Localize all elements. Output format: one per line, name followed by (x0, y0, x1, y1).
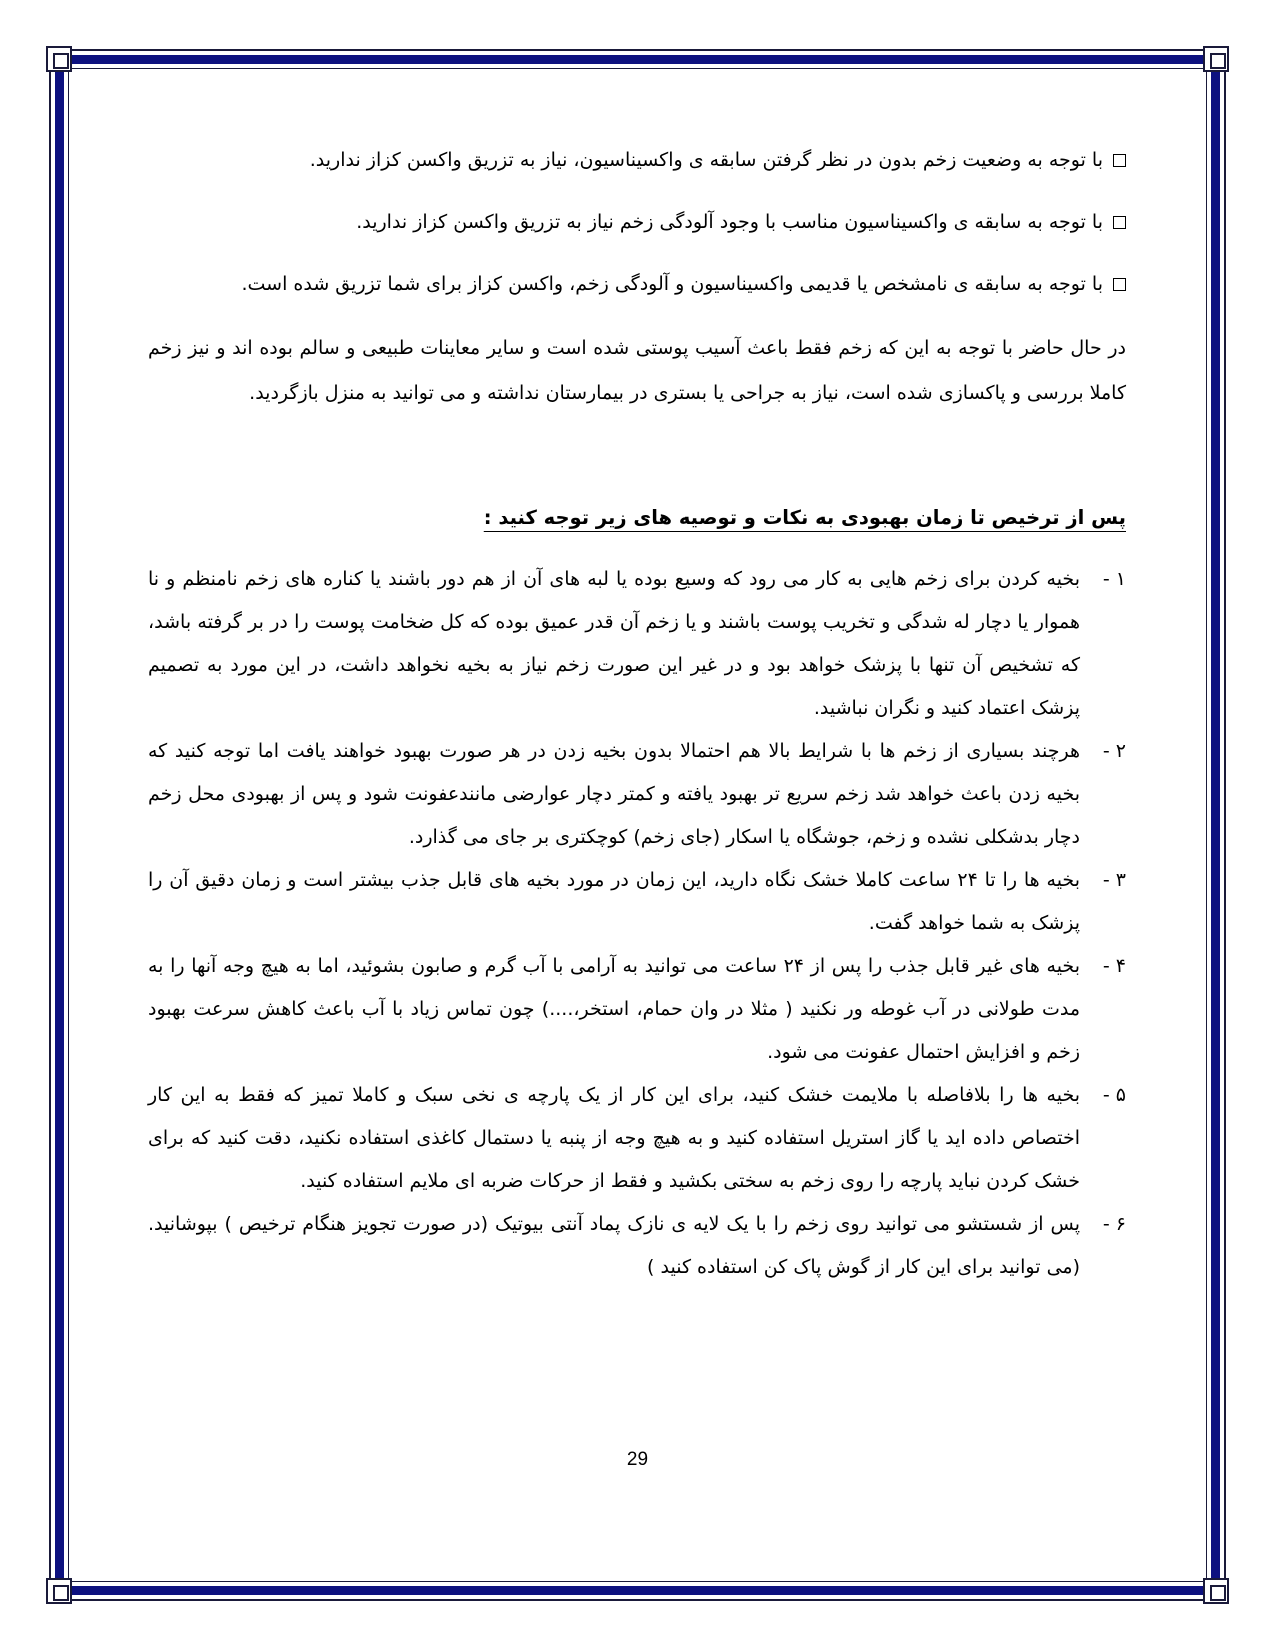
page-number: 29 (626, 1449, 649, 1470)
item-text: بخیه های غیر قابل جذب را پس از ۲۴ ساعت می توانید به آرامی با آب گرم و صابون بشوئید، اما به هیچ وجه آنها را به مدت طولانی در آب غوطه ور نکنید ( مثلا در وان حمام، استخر،....) چون تماس زیاد با آب باعث کاهش سرعت بهبود زخم و افزایش احتمال عفونت می شود. (148, 955, 1080, 1063)
list-item (148, 558, 1126, 730)
item-text: هرچند بسیاری از زخم ها با شرایط بالا هم احتمالا بدون بخیه زدن در هر صورت بهبود خواهند یافت اما توجه کنید که بخیه زدن باعث خواهد شد زخم سریع تر بهبود یافته و کمتر دچار عوارضی مانندعفونت شود و پس از بهبودی محل زخم دچار بدشکلی نشده و زخم، جوشگاه یا اسکار (جای زخم) کوچکتری بر جای می گذارد. (148, 740, 1080, 848)
item-number: ۳ - (1102, 869, 1126, 891)
checkbox-icon[interactable] (1113, 216, 1126, 229)
item-text: بخیه ها را تا ۲۴ ساعت کاملا خشک نگاه دارید، این زمان در مورد بخیه های قابل جذب بیشتر است و زمان دقیق آن را پزشک به شما خواهد گفت. (148, 869, 1080, 934)
page-content (148, 140, 1126, 1289)
option-item (148, 264, 1126, 304)
option-text: با توجه به سابقه ی نامشخص یا قدیمی واکسیناسیون و آلودگی زخم، واکسن کزاز برای شما تزریق شده است. (241, 273, 1103, 295)
list-item (148, 859, 1126, 945)
list-item (148, 945, 1126, 1074)
section-heading: پس از ترخیص تا زمان بهبودی به نکات و توصیه های زیر توجه کنید : (483, 506, 1126, 529)
option-text: با توجه به سابقه ی واکسیناسیون مناسب با وجود آلودگی زخم نیاز به تزریق واکسن کزاز ندارید. (356, 211, 1103, 233)
status-paragraph: در حال حاضر با توجه به این که زخم فقط باعث آسیب پوستی شده است و سایر معاینات طبیعی و سالم بوده اند و نیز زخم کاملا بررسی و پاکسازی شده است، نیاز به جراحی یا بستری در بیمارستان نداشته و می توانید به منزل بازگردید. (148, 337, 1126, 404)
checkbox-icon[interactable] (1113, 154, 1126, 167)
list-item (148, 730, 1126, 859)
option-item (148, 140, 1126, 180)
checkbox-icon[interactable] (1113, 278, 1126, 291)
item-text: پس از شستشو می توانید روی زخم را با یک لایه ی نازک پماد آنتی بیوتیک (در صورت تجویز هنگام ترخیص ) بپوشانید. (می توانید برای این کار از گوش پاک کن استفاده کنید ) (148, 1213, 1080, 1278)
option-item (148, 202, 1126, 242)
option-text: با توجه به وضعیت زخم بدون در نظر گرفتن سابقه ی واکسیناسیون، نیاز به تزریق واکسن کزاز ندارید. (309, 149, 1103, 171)
corner-ornament-bottom-left (46, 1578, 72, 1604)
item-number: ۴ - (1102, 955, 1126, 977)
item-number: ۵ - (1102, 1084, 1126, 1106)
item-text: بخیه کردن برای زخم هایی به کار می رود که وسیع بوده یا لبه های آن از هم دور باشند یا کناره های زخم نامنظم و نا هموار یا دچار له شدگی و تخریب پوست باشند و یا زخم آن قدر عمیق بوده که کل ضخامت پوست را در بر گرفته باشد، که تشخیص آن تنها با پزشک خواهد بود و در غیر این صورت زخم نیاز به بخیه نخواهد داشت، در این مورد به تصمیم پزشک اعتماد کنید و نگران نباشید. (148, 568, 1080, 719)
item-number: ۶ - (1102, 1213, 1126, 1235)
item-number: ۱ - (1102, 568, 1126, 590)
corner-ornament-bottom-right (1203, 1578, 1229, 1604)
list-item (148, 1074, 1126, 1203)
item-number: ۲ - (1102, 740, 1126, 762)
corner-ornament-top-left (46, 46, 72, 72)
list-item (148, 1203, 1126, 1289)
corner-ornament-top-right (1203, 46, 1229, 72)
item-text: بخیه ها را بلافاصله با ملایمت خشک کنید، برای این کار از یک پارچه ی نخی سبک و کاملا تمیز که فقط به این کار اختصاص داده اید یا گاز استریل استفاده کنید و به هیچ وجه از پنبه یا دستمال کاغذی استفاده نکنید، دقت کنید که برای خشک کردن نباید پارچه را روی زخم به سختی بکشید و فقط از حرکات ضربه ای ملایم استفاده کنید. (148, 1084, 1080, 1192)
instructions-list (148, 558, 1126, 1289)
